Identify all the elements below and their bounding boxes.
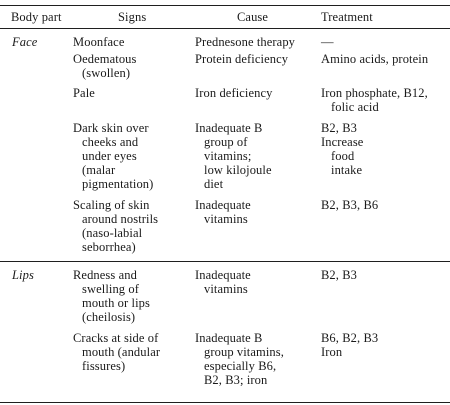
sign-line: cheeks and xyxy=(82,135,139,149)
sign-line: Moonface xyxy=(73,35,125,49)
treatment-line: B2, B3, B6 xyxy=(321,198,379,212)
sign-line: Scaling of skin xyxy=(73,198,150,212)
treatment-line: folic acid xyxy=(331,100,379,114)
header-cause: Cause xyxy=(237,10,269,24)
cause-line: vitamins xyxy=(204,282,248,296)
treatment-line: Amino acids, protein xyxy=(321,52,429,66)
treatment-line: B2, B3 xyxy=(321,268,358,282)
treatment-line: B2, B3 xyxy=(321,121,358,135)
treatment-line: — xyxy=(321,35,334,49)
sign-line: Oedematous xyxy=(73,52,137,66)
cause-line: low kilojoule xyxy=(204,163,272,177)
cause-line: Inadequate B xyxy=(195,331,263,345)
header-rule xyxy=(0,28,450,29)
cause-line: Prednesone therapy xyxy=(195,35,296,49)
sign-line: swelling of xyxy=(82,282,139,296)
sign-line: seborrhea) xyxy=(82,240,136,254)
cause-line: Inadequate B xyxy=(195,121,263,135)
treatment-line: food xyxy=(331,149,355,163)
body-part-lips: Lips xyxy=(12,268,34,282)
cause-line: vitamins; xyxy=(204,149,252,163)
sign-line: mouth (andular xyxy=(82,345,161,359)
treatment-line: Iron xyxy=(321,345,343,359)
sign-line: fissures) xyxy=(82,359,126,373)
header-signs: Signs xyxy=(118,10,147,24)
bottom-rule xyxy=(0,402,450,403)
sign-line: (malar xyxy=(82,163,116,177)
treatment-line: B6, B2, B3 xyxy=(321,331,379,345)
section-rule xyxy=(0,261,450,262)
sign-line: (swollen) xyxy=(82,66,131,80)
treatment-line: Iron phosphate, B12, xyxy=(321,86,428,100)
sign-line: Dark skin over xyxy=(73,121,149,135)
cause-line: diet xyxy=(204,177,224,191)
sign-line: pigmentation) xyxy=(82,177,154,191)
cause-line: Inadequate xyxy=(195,198,251,212)
treatment-line: intake xyxy=(331,163,363,177)
sign-line: around nostrils xyxy=(82,212,159,226)
cause-line: group of xyxy=(204,135,248,149)
cause-line: group vitamins, xyxy=(204,345,284,359)
cause-line: B2, B3; iron xyxy=(204,373,268,387)
sign-line: Redness and xyxy=(73,268,137,282)
treatment-line: Increase xyxy=(321,135,364,149)
cause-line: especially B6, xyxy=(204,359,277,373)
body-part-face: Face xyxy=(12,35,38,49)
sign-line: (naso-labial xyxy=(82,226,143,240)
cause-line: Iron deficiency xyxy=(195,86,273,100)
sign-line: Cracks at side of xyxy=(73,331,159,345)
cause-line: Inadequate xyxy=(195,268,251,282)
top-rule xyxy=(0,5,450,6)
sign-line: (cheilosis) xyxy=(82,310,136,324)
sign-line: Pale xyxy=(73,86,95,100)
sign-line: mouth or lips xyxy=(82,296,150,310)
header-treatment: Treatment xyxy=(321,10,373,24)
sign-line: under eyes xyxy=(82,149,137,163)
cause-line: vitamins xyxy=(204,212,248,226)
cause-line: Protein deficiency xyxy=(195,52,289,66)
header-body-part: Body part xyxy=(11,10,62,24)
